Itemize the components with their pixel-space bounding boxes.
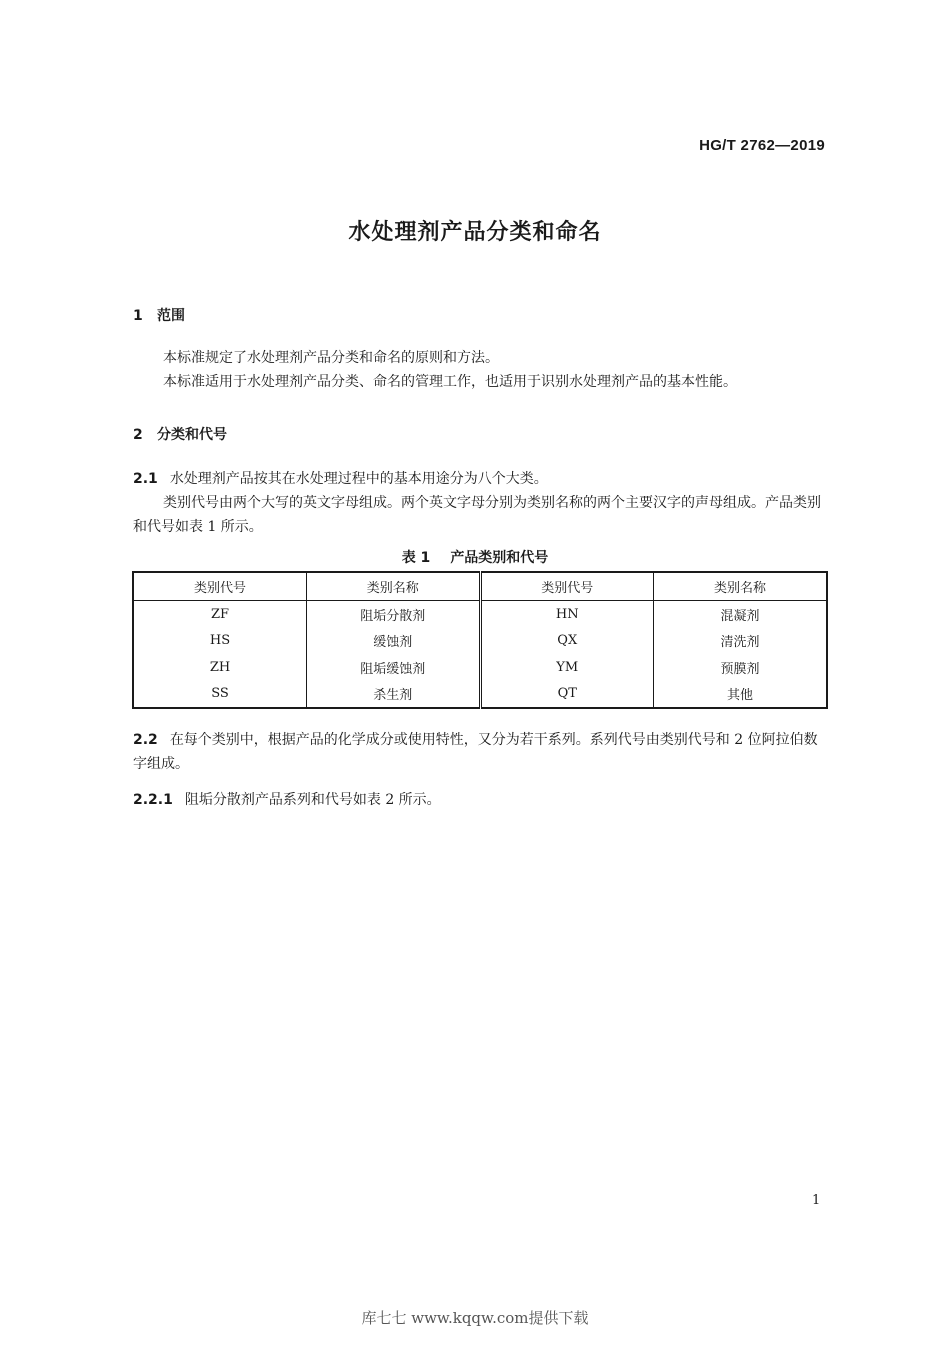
page-number: 1 xyxy=(812,1193,821,1208)
section-2-1-paragraph xyxy=(133,467,826,491)
table-row xyxy=(133,628,827,655)
section-2-number: 2 xyxy=(133,427,143,443)
header-category-name-right: 类别名称 xyxy=(654,572,828,601)
section-1-paragraph-2: 本标准适用于水处理剂产品分类、命名的管理工作，也适用于识别水处理剂产品的基本性能。 xyxy=(163,374,737,390)
category-name-cell: 预膜剂 xyxy=(720,661,760,677)
category-name-cell: 杀生剂 xyxy=(307,681,481,709)
section-2-2-1-text: 阻垢分散剂产品系列和代号如表 2 所示。 xyxy=(184,792,441,808)
download-watermark-text: 库七七 www.kqqw.com提供下载 xyxy=(361,1309,589,1327)
section-2-2-1-number: 2.2.1 xyxy=(133,792,173,808)
table-1-caption-title: 产品类别和代号 xyxy=(450,550,549,566)
section-2-2-paragraph xyxy=(133,728,826,776)
category-name-cell: 缓蚀剂 xyxy=(307,628,481,655)
section-2-1-number: 2.1 xyxy=(133,471,158,487)
section-2-title: 分类和代号 xyxy=(157,427,227,443)
table-1-caption-number: 表 1 xyxy=(401,550,431,566)
section-2-heading xyxy=(133,424,227,444)
category-code-cell: HN xyxy=(480,601,654,628)
section-2-2-number: 2.2 xyxy=(133,732,158,748)
document-title: 水处理剂产品分类和命名 xyxy=(348,220,602,245)
table-row xyxy=(133,681,827,709)
category-name-cell: 阻垢缓蚀剂 xyxy=(307,654,481,681)
category-code-cell: YM xyxy=(480,654,654,681)
category-name-cell: 混凝剂 xyxy=(720,608,760,624)
header-category-name-left: 类别名称 xyxy=(307,572,481,601)
category-code-cell: QX xyxy=(480,628,654,655)
table-1-caption xyxy=(0,547,950,567)
category-code-cell: HS xyxy=(133,628,307,655)
section-2-1-text: 水处理剂产品按其在水处理过程中的基本用途分为八个大类。 xyxy=(169,471,548,487)
category-name-cell: 阻垢分散剂 xyxy=(307,601,481,628)
table-row xyxy=(133,654,827,681)
section-1-heading xyxy=(133,305,185,325)
header-category-code-left: 类别代号 xyxy=(133,572,307,601)
header-category-code-right: 类别代号 xyxy=(480,572,654,601)
product-category-table xyxy=(132,571,828,709)
category-code-cell: QT xyxy=(480,681,654,709)
section-1-number: 1 xyxy=(133,308,143,324)
section-1-title: 范围 xyxy=(157,308,185,324)
section-1-paragraph-1: 本标准规定了水处理剂产品分类和命名的原则和方法。 xyxy=(163,350,499,366)
category-code-cell: ZH xyxy=(133,654,307,681)
category-code-cell: SS xyxy=(133,681,307,709)
table-row xyxy=(133,601,827,628)
section-2-1-paragraph-2: 类别代号由两个大写的英文字母组成。两个英文字母分别为类别名称的两个主要汉字的声母组成。产品类别和代号如表 1 所示。 xyxy=(133,495,821,535)
category-code-cell: ZF xyxy=(133,601,307,628)
standard-code: HG/T 2762—2019 xyxy=(699,137,825,154)
table-header-row xyxy=(133,572,827,601)
category-name-cell: 清洗剂 xyxy=(720,635,760,651)
category-name-cell: 其他 xyxy=(726,688,753,704)
section-2-2-1-paragraph xyxy=(133,788,826,812)
section-2-2-text: 在每个类别中，根据产品的化学成分或使用特性，又分为若干系列。系列代号由类别代号和 2 位阿拉伯数字组成。 xyxy=(133,732,818,772)
